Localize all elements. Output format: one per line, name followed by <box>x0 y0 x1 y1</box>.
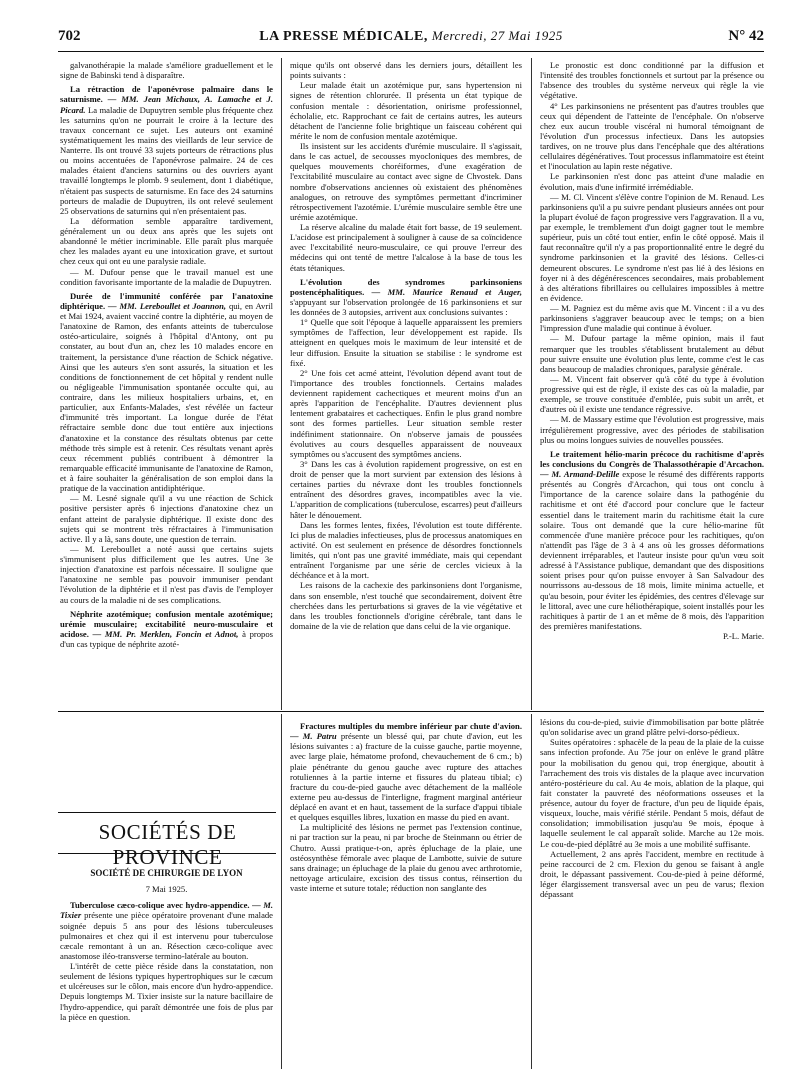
issue-number: N° 42 <box>728 28 764 44</box>
column-divider <box>531 714 532 1069</box>
paragraph: Les raisons de la cachexie des parkinsoniens dont l'organisme, dans son ensemble, n'est touché que secondairement, doivent être cherchées dans les perturbations si graves de la vie végétative et dans les troubles fonctionnels d'origine cérébrale, tant dans le domaine de la vie de relation que dans celui de la vie organique. <box>290 580 522 631</box>
paragraph: Actuellement, 2 ans après l'accident, membre en rectitude à peine raccourci de 2 cm. Flexion du genou se faisant à angle droit, le dépassant passivement. Cou-de-pied à peine déformé, léger élargissement transversal avec un peu de varus; flexion dépassant <box>540 848 764 900</box>
report-text: s'appuyant sur l'observation prolongée de 16 parkinsoniens et sur les données de 3 autopsies, arrivent aux conclusions suivantes : <box>290 296 522 317</box>
paragraph: Leur malade était un azotémique pur, sans hypertension ni signes de rétention chlorurée. Il présenta un état typique de confusion mentale : désorientation, onirisme professionnel, écholalie, etc. Rapprochant ce fait de certains autres, les auteurs détachent de l'ancienne folie brightique un faisceau cohérent qui mérite le nom de confusion mentale azotémique. <box>290 80 522 141</box>
paragraph: 3° Dans les cas à évolution rapidement progressive, on est en droit de penser que la mort survient par extension des lésions à certaines parties du névraxe dont les troubles fonctionnels entraînent des désordres graves, incompatibles avec la vie. L'apparition de complications (tuberculose, escarres) peut d'ailleurs hâter le dénouement. <box>290 458 522 520</box>
report-text: présente une pièce opératoire provenant d'une malade soignée depuis 5 ans pour des lésions tuberculeuses pulmonaires et chez qui il est intervenu pour tuberculose cæcale remontant à un an. Résection cæco-colique avec anastomose iléo-transverse termino-latérale au bouton. <box>60 910 273 961</box>
journal-title-line <box>58 28 764 45</box>
column-divider <box>531 58 532 710</box>
paragraph: — M. Lereboullet a noté aussi que certains sujets s'immunisent plus difficilement que les autres. Une 3e injection d'anatoxine est parfois nécessaire. Il souligne que l'anatoxine ne semble pas pouvoir immuniser pendant l'évolution de la diphtérie et il n'est pas d'avis de l'employer au cours de la maladie ni de ses complications. <box>60 543 273 605</box>
report-paragraph <box>60 84 273 216</box>
report-authors: — MM. Jean Michaux, A. Lamache et J. Picard. <box>60 94 273 115</box>
report-authors: — M. Patru <box>290 731 341 742</box>
column-3 <box>540 60 764 710</box>
paragraph: — M. Pagniez est du même avis que M. Vincent : il a vu des parkinsoniens s'aggraver beaucoup avec le temps; on a bien l'impression d'une maladie qui continue à évoluer. <box>540 303 764 334</box>
paragraph: La réserve alcaline du malade était fort basse, de 19 seulement. L'acidose est principalement à souligner à cause de sa coïncidence avec l'excitabilité neuro-musculaire, ce qui prouve l'erreur des médecins qui ont tenté de mettre l'alcalose à la base de tous les états tétaniques. <box>290 222 522 273</box>
page-header <box>58 28 764 50</box>
header-rule <box>58 51 764 52</box>
column-2 <box>290 60 522 710</box>
column-4-body <box>60 900 273 1022</box>
report-text: qui, en Avril et Mai 1924, avaient vacciné contre la diphtérie, au moyen de l'anatoxine de Ramon, des enfants atteints de tuberculose ostéo-articulaire, soignés à l'hôpital d'Antony, ont pu constater, au bout d'un an, chez les 10 malades encore en traitement, la persistance d'une réaction de Schick négative. Ainsi que les auteurs s'en sont assurés, la situation et les conditions de fonctionnement de cet hôpital y rendent nulle ou négligeable l'immunisation spontanée occulte qui, au contraire, dans les milieux hospitaliers urbains, et, en particulier, aux Enfants-Malades, s'est révélée un facteur d'immunité très important. La longue durée de l'état réfractaire semble donc due tout entière aux injections d'anatoxine et la constance des résultats obtenus par cette méthode très simple est à retenir. Ces résultats venant après ceux récemment publiés contribuent à démontrer la remarquable efficacité immunisante de l'anatoxine de Ramon, et à faire souhaiter la généralisation de son emploi dans la pratique de la vaccination antidiphtérique. <box>60 300 273 494</box>
column-4 <box>60 860 273 1066</box>
column-6 <box>540 717 764 1067</box>
report-authors: — M. Armand-Delille <box>540 469 623 479</box>
paragraph: — M. Dufour partage la même opinion, mais il faut remarquer que les troubles s'établissent brutalement au début pour suivre ensuite une évolution plus lente, comme c'est le cas dans beaucoup de maladies chroniques, paralysie générale. <box>540 333 764 374</box>
report-authors: — MM. Pr. Merklen, Foncin et Adnot, <box>88 628 243 639</box>
section-rule <box>58 711 764 712</box>
report-title: Tuberculose cæco-colique avec hydro-appendice. <box>70 900 250 911</box>
report-paragraph <box>540 449 764 631</box>
report-authors: — MM. Maurice Renaud et Auger, <box>364 286 522 297</box>
report-text: présente un blessé qui, par chute d'avion, eut les lésions suivantes : a) fracture de la cuisse gauche, partie moyenne, avec large plaie, hématome profond, chevauchement de 6 cm.; b) plaie pénétrante du genou gauche avec rupture des attaches rotuliennes à la partie interne et fissures du plateau tibial; c) fracture du cou-de-pied gauche avec détachement de la malléole externe peu au-dessus de l'interligne, fragment marginal antérieur déplacé en avant et en haut, tassement de la surface d'appui tibiale et quelques esquilles libres, luxation en masse du pied en avant. <box>290 731 522 823</box>
paragraph: Dans les formes lentes, fixées, l'évolution est toute différente. Ici plus de maladies infectieuses, plus de processus anatomiques en activité. On est seulement en présence de désordres fonctionnels limités, qui n'ont pas une gravité immédiate, mais qui cependant entraînent l'organisme par une série de cercles vicieux à la déchéance et à la mort. <box>290 519 522 581</box>
paragraph: 2° Une fois cet acmé atteint, l'évolution dépend avant tout de l'importance des troubles fonctionnels. Certains malades deviennent rapidement cachectiques et meurent moins d'un an après l'apparition de l'encéphalite. D'autres deviennent plus lentement grabataires et cachectiques. Enfin le plus grand nombre sont des formes partielles. Leur situation semble rester indéfiniment stationnaire. On n'observe jamais de poussées évolutives au cours desquelles apparaissent de nouveaux symptômes ou s'accusent des symptômes anciens. <box>290 367 522 459</box>
column-1 <box>60 60 273 710</box>
paragraph: — M. Dufour pense que le travail manuel est une condition favorisante importante de la maladie de Dupuytren. <box>60 266 273 287</box>
report-title: L'évolution des syndromes parkinsoniens postencéphalitiques. <box>290 276 522 297</box>
signature: P.-L. Marie. <box>722 631 764 641</box>
paragraph: — M. de Massary estime que l'évolution est progressive, mais irrégulièrement progressive, avec des périodes de stabilisation plus ou moins longues suivies de nouvelles poussées. <box>540 414 764 445</box>
report-title: Fractures multiples du membre inférieur par chute d'avion. <box>300 721 522 731</box>
report-title: La rétraction de l'aponévrose palmaire dans le saturnisme. <box>60 84 273 105</box>
report-title: Le traitement hélio-marin précoce du rachitisme d'après les conclusions du Congrès de Thalassothérapie d'Arcachon. <box>540 448 764 469</box>
paragraph: Le pronostic est donc conditionné par la diffusion et l'intensité des troubles fonctionnels et surtout par la présence ou l'absence des troubles du système nerveux qui règle la vie végétative. <box>540 60 764 101</box>
report-paragraph <box>290 721 522 822</box>
report-paragraph <box>60 291 273 494</box>
report-paragraph <box>290 277 522 318</box>
paragraph: L'intérêt de cette pièce réside dans la constatation, non seulement de lésions typiques hypertrophiques sur le cæcum et ulcéreuses sur le côlon, mais encore d'un hydro-appendice. Depuis longtemps M. Tixier insiste sur la nature bacillaire de l'hydro-appendice, qui paraît démontrée une fois de plus par la pièce en question. <box>60 961 273 1022</box>
session-date: 7 Mai 1925. <box>145 884 188 895</box>
issue-date: Mercredi, 27 Mai 1925 <box>431 28 563 43</box>
journal-name: LA PRESSE MÉDICALE, <box>259 29 428 44</box>
paragraph: — M. Lesné signale qu'il a vu une réaction de Schick positive persister après 6 injections d'anatoxine chez un enfant atteint de paralysie diphtérique. Il existe donc des sujets qui se montrent très réfractaires à l'immunisation active. Il y a là, sans doute, une question de terrain. <box>60 493 273 544</box>
society-name: SOCIÉTÉ DE CHIRURGIE DE LYON <box>90 868 243 878</box>
column-5 <box>290 717 522 1067</box>
paragraph: Le parkinsonien n'est donc pas atteint d'une maladie en évolution, mais d'une infirmité irrémédiable. <box>540 171 764 192</box>
column-divider <box>281 58 282 710</box>
paragraph: 1° Quelle que soit l'époque à laquelle apparaissent les premiers symptômes de l'affection, leur développement est rapide. Ils atteignent en quelques mois le maximum de leur intensité et de leur diffusion. Ensuite la situation se stabilise : le syndrome est fixé. <box>290 317 522 368</box>
page-number: 702 <box>58 28 81 44</box>
report-text: La maladie de Dupuytren semble plus fréquente chez les saturnins qu'on ne pourrait le croire à la lecture des travaux concernant ce sujet. Les auteurs ont examiné systématiquement les mains des vieillards de leur service de Nanterre. Ils ont trouvé 33 sujets porteurs de rétractions plus ou moins accentuées de l'aponévrose palmaire. 24 de ces malades étaient d'anciens saturnins ou des ouvriers ayant travaillé longtemps le plomb. 9 seulement, dont 1 diabétique, n'étaient pas suspects de saturnisme. En face des 24 saturnins porteurs de maladie de Dupuytren, ils ont relevé seulement 25 observations de saturnins qui n'en présentaient pas. <box>60 104 273 216</box>
report-authors: — M. Tixier <box>60 900 273 921</box>
report-text: expose le résumé des différents rapports présentés au Congrès d'Arcachon, qui tous ont conclu à l'importance de la carence solaire dans la pathogénie du rachitisme et ont été d'accord pour conclure que le facteur essentiel dans le traitement marin du rachitisme était la cure solaire. Tous ont demandé que la cure hélio-marine fût commencée d'une manière précoce pour les rachitiques, qu'on n'attendît pas l'âge de 3 à 4 ans où les grosses déformations deviennent irréparables, et l'auteur insiste pour qu'un vœu soit adressé à l'Assistance publique, demandant que des dispositions soient prises pour qu'on puisse envoyer à San Salvadour des nourrissons au-dessous de 18 mois, limite minima actuelle, et qu'au besoin, pour éviter les épidémies, des centres d'élevage sur le littoral, avec une cure héliothérapique, soient installés pour les rachitiques à partir de 1 an et même de 8 mois, dès l'apparition des premières manifestations. <box>540 469 764 631</box>
paragraph: lésions du cou-de-pied, suivie d'immobilisation par botte plâtrée qu'on solidarise avec un grand plâtre pelvi-dorso-pédieux. <box>540 717 764 738</box>
paragraph: Suites opératoires : sphacèle de la peau de la plaie de la cuisse sans infection profonde. Au 75e jour on enlève le grand plâtre pour la mobilisation du genou qui, trop énergique, aboutit à l'arrachement des trois vis distales de la plaque avec incurvation antéro-postérieure du cal. Au 4e mois, ablation de la plaque, qui fait constater la pauvreté des néoformations osseuses et la présence, autour du foyer de fracture, d'un peu de liquide épais, visqueux, louche, mais vérifié stérile. Pendant 5 mois, défaut de consolidation; immobilisation jusqu'au 9e mois, époque à laquelle seulement le cal apparaît solide. Marche au 12e mois. Le cou-de-pied déplâtré au 3e mois a une mobilité suffisante. <box>540 737 764 849</box>
paragraph: mique qu'ils ont observé dans les derniers jours, détaillent les points suivants : <box>290 60 522 81</box>
paragraph: galvanothérapie la malade s'améliore graduellement et le signe de Babinski tend à disparaître. <box>60 60 273 81</box>
paragraph: 4° Les parkinsoniens ne présentent pas d'autres troubles que ceux qui dépendent de l'atteinte de l'encéphale. On n'observe chez eux aucun trouble viscéral ni humoral témoignant de l'évolution d'un processus infectieux. Dans les autopsies tardives, on ne trouve plus dans l'encéphale que des altérations cellulaires dégénératives. Tout processus inflammatoire est éteint et l'inoculation au lapin reste négative. <box>540 100 764 172</box>
report-title: Néphrite azotémique; confusion mentale azotémique; urémie musculaire; excitabilité neuro-musculaire et acidose. <box>60 608 273 639</box>
report-authors: — MM. Lereboullet et Joannon, <box>105 300 229 311</box>
paragraph: La multiplicité des lésions ne permet pas l'extension continue, ni par traction sur la peau, ni par broche de Steinmann ou étrier de Chutro. Aussi pratique-t-on, après épluchage de la plaie, une ostéosynthèse fémorale avec plaque de Lambotte, suivie de suture sans drainage; un épluchage de la plaie du genou avec arthrotomie, nettoyage articulaire, excision des tissus contus, réinsertion du vaste interne et suture totale; réduction non sanglante des <box>290 822 522 893</box>
column-divider <box>281 714 282 1069</box>
report-paragraph <box>60 900 273 961</box>
section-title: SOCIÉTÉS DE PROVINCE <box>98 820 237 869</box>
paragraph: — M. Cl. Vincent s'élève contre l'opinion de M. Renaud. Les parkinsoniens qu'il a pu suivre pendant plusieurs années ont pour la plupart évolué de façon progressive vers l'aggravation. Il a vu, par exemple, le tremblement d'un doigt gagner tout le membre supérieur, puis un côté tout entier, enfin le côté opposé. Mais il faut reconnaître qu'il n'y a pas proportionnalité entre le degré du syndrome parkinsonien et la gravité des lésions. Celles-ci demeurent obscures. Le syndrome n'est pas lié à des lésions en foyer ni à des dégénérescences secondaires, mais probablement à des altérations fibrillaires ou cellulaires impossibles à mettre en évidence. <box>540 191 764 303</box>
paragraph: La déformation semble apparaître tardivement, généralement un ou deux ans après que les sujets ont abandonné le métier incriminable. Elle paraît plus marquée chez les malades ayant eu une intoxication grave, et surtout chez ceux qui ont eu une paralysie radiale. <box>60 215 273 267</box>
report-title: Durée de l'immunité conférée par l'anatoxine diphtérique. <box>60 290 273 311</box>
report-text: à propos d'un cas typique de néphrite azoté- <box>60 628 273 649</box>
paragraph: Ils insistent sur les accidents d'urémie musculaire. Il s'agissait, dans le cas actuel, de secousses myocloniques des membres, de quelques mouvements choréiformes, d'une exagération de l'excitabilité musculaire au contact avec signe de Chvostek. Dans nombre d'observations anciennes où existaient des phénomènes analogues, on retrouve des symptômes permettant d'incriminer rétrospectivement l'azotémie. L'urémie musculaire semble être une urémie azotémique. <box>290 141 522 222</box>
paragraph: — M. Vincent fait observer qu'à côté du type à évolution progressive qui est de règle, il existe des cas où la maladie, par exemple, se trouve constituée d'emblée, puis subit un arrêt, et d'autres où il existe une tendance régressive. <box>540 373 764 415</box>
report-paragraph <box>60 609 273 650</box>
